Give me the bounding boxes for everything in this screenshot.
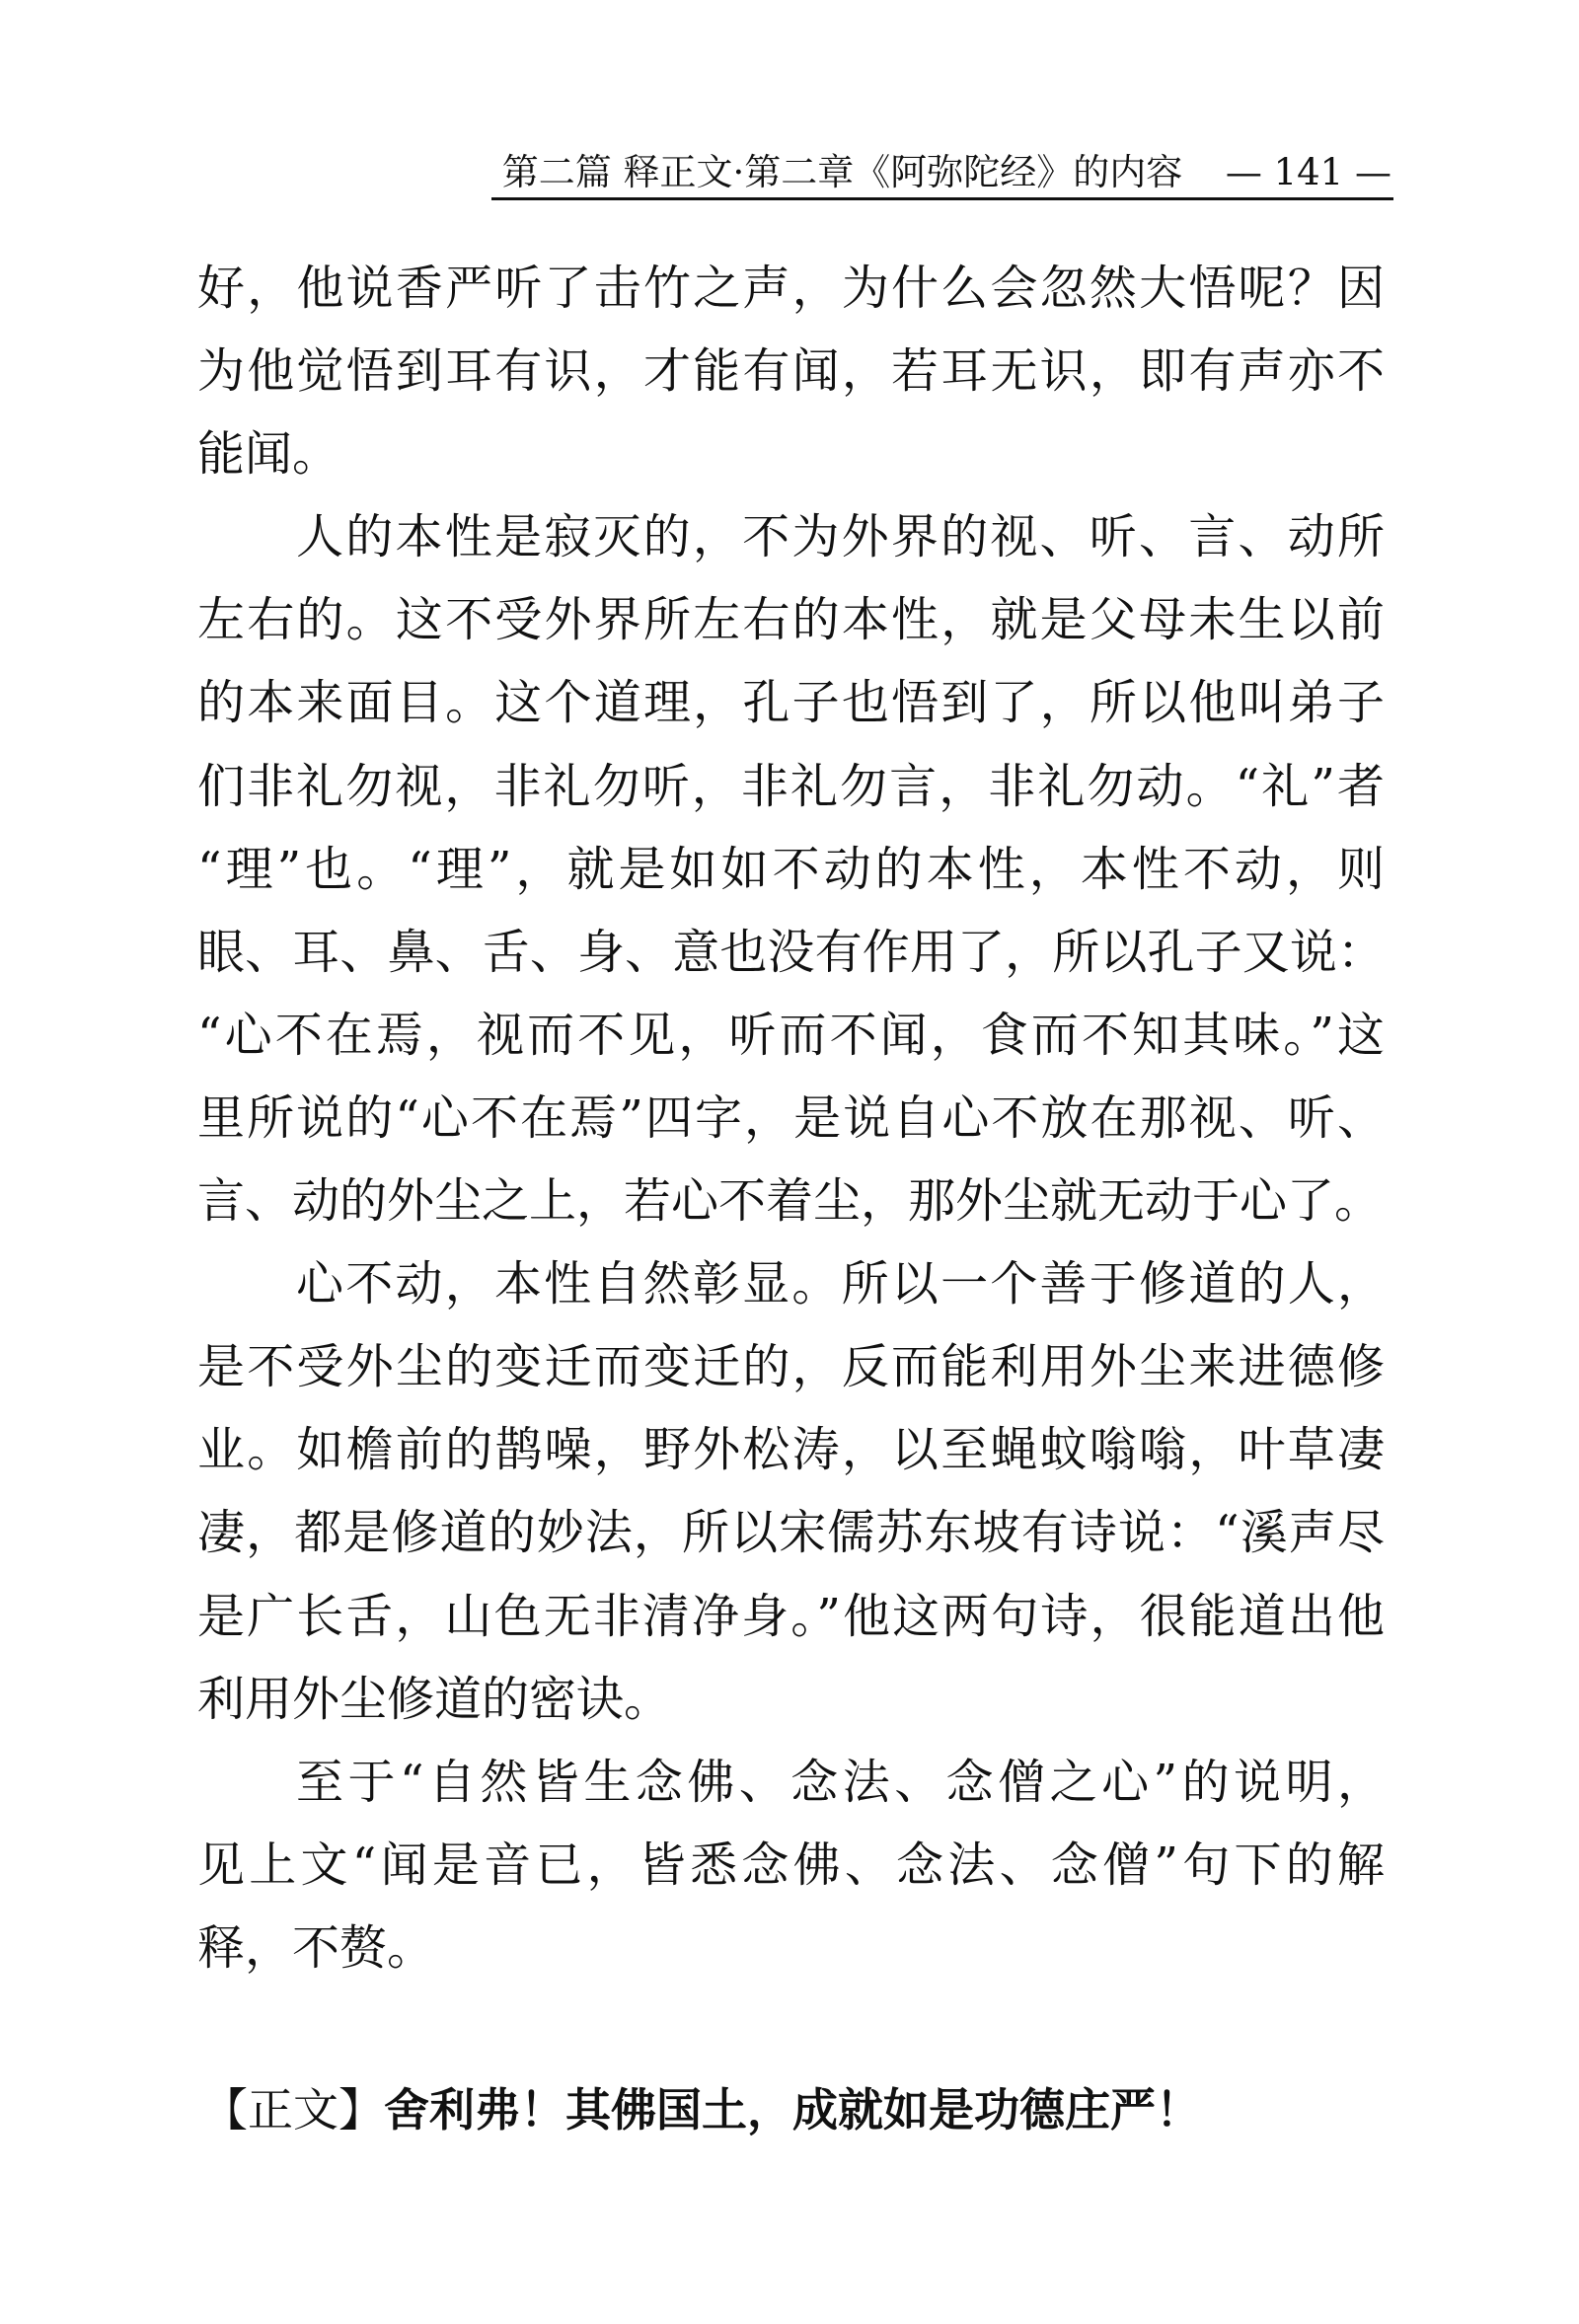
text-line: 凄，都是修道的妙法，所以宋儒苏东坡有诗说：“溪声尽 <box>197 1505 1385 1561</box>
text-line: “心不在焉，视而不见，听而不闻，食而不知其味。”这 <box>197 1007 1385 1063</box>
text-line: 人的本性是寂灭的，不为外界的视、听、言、动所 <box>296 509 1385 565</box>
scripture-sentence: 舍利弗！其佛国土，成就如是功德庄严！ <box>384 2083 1201 2137</box>
text-line: 好，他说香严听了击竹之声，为什么会忽然大悟呢？因 <box>197 261 1385 316</box>
text-line: “理”也。“理”，就是如如不动的本性，本性不动，则 <box>197 841 1385 897</box>
text-line: 里所说的“心不在焉”四字，是说自心不放在那视、听、 <box>197 1089 1385 1146</box>
header-rule <box>491 197 1393 200</box>
text-line: 能闻。 <box>197 426 340 483</box>
scripture-text <box>202 2078 1201 2141</box>
text-line: 是广长舌，山色无非清净身。”他这两句诗，很能道出他 <box>197 1588 1385 1644</box>
paragraph <box>197 495 1385 1242</box>
text-line: 至于“自然皆生念佛、念法、念僧之心”的说明， <box>296 1754 1385 1810</box>
text-line: 言、动的外尘之上，若心不着尘，那外尘就无动于心了。 <box>197 1173 1383 1230</box>
text-line: 业。如檐前的鹊噪，野外松涛，以至蝇蚊嗡嗡，叶草凄 <box>197 1422 1385 1478</box>
text-line: 左右的。这不受外界所左右的本性，就是父母未生以前 <box>197 592 1385 648</box>
text-line: 们非礼勿视，非礼勿听，非礼勿言，非礼勿动。“礼”者 <box>197 758 1385 814</box>
running-title: 第二篇 释正文·第二章《阿弥陀经》的内容 <box>501 151 1183 193</box>
page-number: — 141 — <box>1225 151 1391 193</box>
paragraph <box>197 1741 1385 1989</box>
text-line: 是不受外尘的变迁而变迁的，反而能利用外尘来进德修 <box>197 1339 1385 1395</box>
text-line: 眼、耳、鼻、舌、身、意也没有作用了，所以孔子又说： <box>197 924 1385 980</box>
paragraph <box>197 247 1385 495</box>
paragraph <box>197 1242 1385 1741</box>
text-line: 为他觉悟到耳有识，才能有闻，若耳无识，即有声亦不 <box>197 343 1385 400</box>
running-header <box>493 148 1391 197</box>
text-line: 心不动，本性自然彰显。所以一个善于修道的人， <box>296 1256 1385 1312</box>
text-line: 利用外尘修道的密诀。 <box>197 1671 672 1727</box>
text-line: 的本来面目。这个道理，孔子也悟到了，所以他叫弟子 <box>197 675 1385 731</box>
scripture-label: 【正文】 <box>202 2083 384 2137</box>
text-line: 释，不赘。 <box>197 1919 435 1976</box>
body-text <box>197 247 1385 1989</box>
text-line: 见上文“闻是音已，皆悉念佛、念法、念僧”句下的解 <box>197 1837 1385 1893</box>
